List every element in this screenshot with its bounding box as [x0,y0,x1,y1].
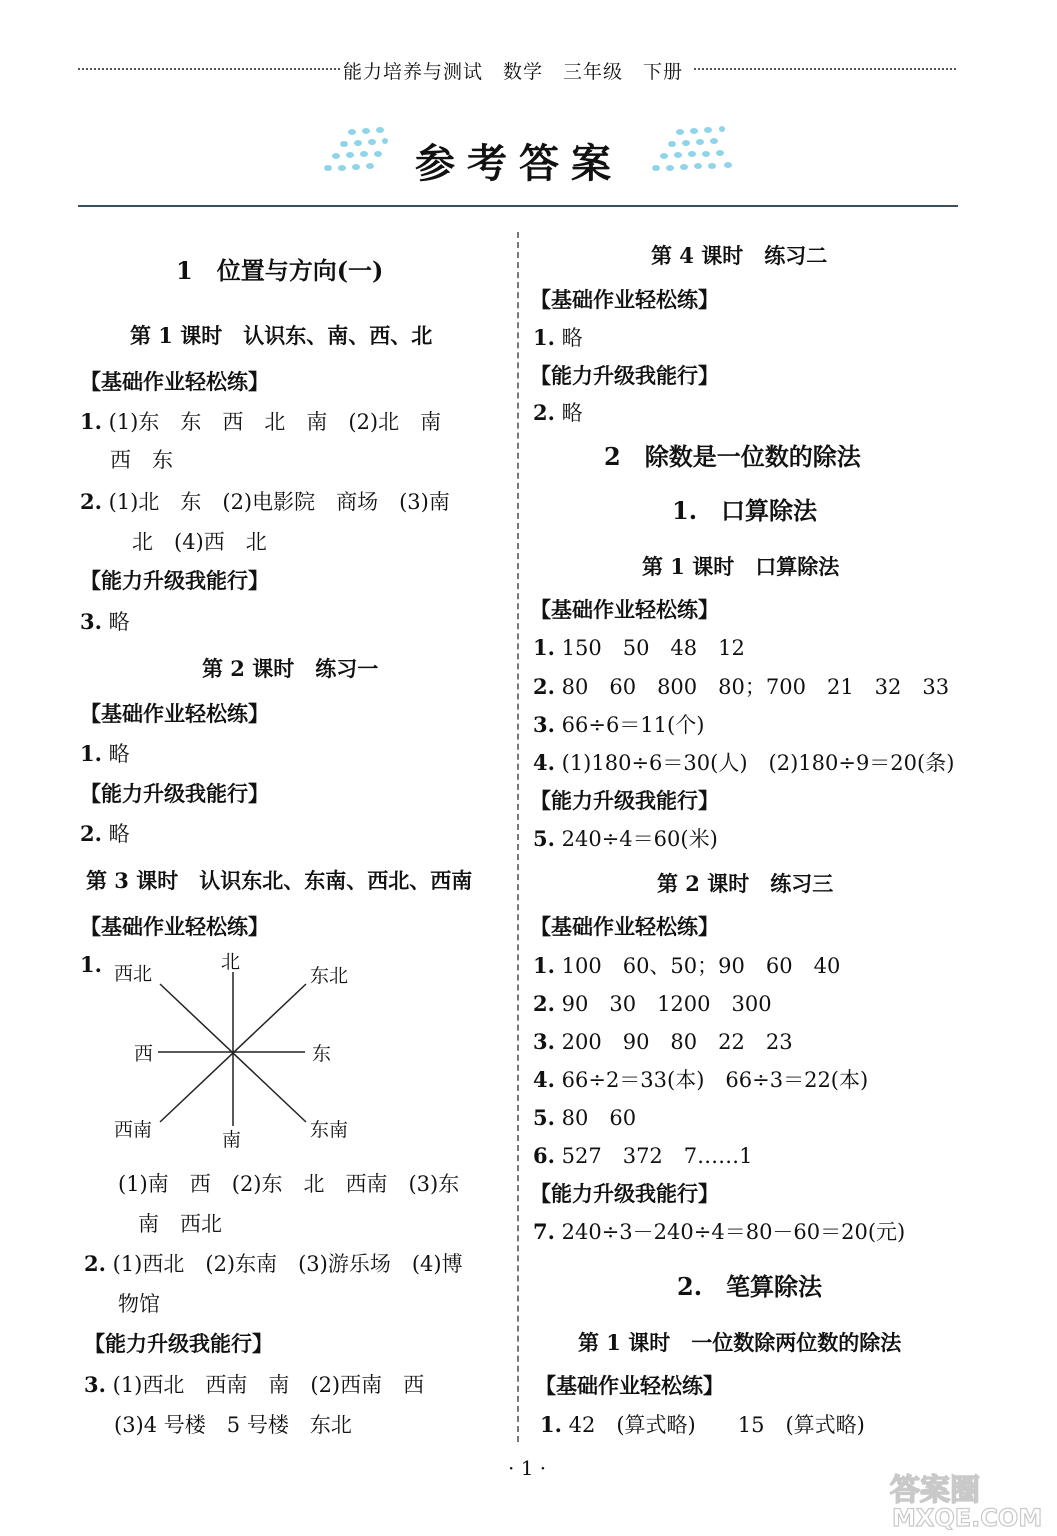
question-number: 1. [533,325,555,350]
answer-line [80,486,450,516]
compass-label-northeast: 东北 [310,965,349,987]
watermark-url: MXQE.COM [892,1504,1043,1530]
answer-text: 90 30 1200 300 [561,992,772,1016]
answer-text: (1)北 东 (2)电影院 商场 (3)南 [108,490,450,514]
watermark-logo [880,1468,1050,1530]
answer-line [533,397,583,427]
answer-line-continued: 物馆 [118,1292,160,1316]
column-divider [517,232,519,1442]
question-number: 2. [533,674,555,699]
question-number: 2. [80,489,102,514]
answer-text: 240÷3－240÷4＝80－60＝20(元) [561,1220,906,1244]
category-label: 【基础作业轻松练】 [530,287,719,312]
question-number: 3. [84,1372,106,1397]
answer-line [533,823,718,853]
lesson-heading: 第 1 课时 认识东、南、西、北 [130,323,433,348]
running-title: 能力培养与测试 数学 三年级 下册 [343,61,684,83]
question-number: 7. [533,1219,555,1244]
answer-text: 150 50 48 12 [561,636,745,660]
question-number: 1. [533,953,555,978]
answer-text: 100 60、50；90 60 40 [561,954,841,978]
category-label: 【能力升级我能行】 [530,1181,719,1206]
answer-text: (1)东 东 西 北 南 (2)北 南 [108,410,442,434]
answer-line [80,606,130,636]
answer-line [533,988,772,1018]
category-label: 【基础作业轻松练】 [530,914,719,939]
category-label: 【能力升级我能行】 [530,363,719,388]
lesson-heading: 第 1 课时 一位数除两位数的除法 [578,1330,902,1355]
compass-diagram [100,946,360,1152]
answer-line [533,1064,868,1094]
section-heading: 2. 笔算除法 [677,1272,823,1301]
chapter-heading: 2 除数是一位数的除法 [604,442,861,471]
category-label: 【能力升级我能行】 [80,781,269,806]
section-heading: 1. 口算除法 [672,496,818,525]
answer-line [533,1140,753,1170]
compass-label-east: 东 [312,1043,332,1065]
answer-line [533,322,583,352]
answer-line [533,632,745,662]
answer-text: 200 90 80 22 23 [561,1030,793,1054]
answer-text: 80 60 800 80；700 21 32 33 [561,675,950,699]
answer-line [80,818,130,848]
question-number: 3. [533,1029,555,1054]
header-dotted-rule-left [78,68,340,70]
lesson-heading: 第 1 课时 口算除法 [642,554,840,579]
answer-line [533,1102,636,1132]
category-label: 【基础作业轻松练】 [80,914,269,939]
watermark-text: 答案圈 [890,1473,980,1508]
category-label: 【能力升级我能行】 [84,1331,273,1356]
chapter-heading: 1 位置与方向(一) [176,256,384,285]
question-number: 2. [533,991,555,1016]
answer-text: 527 372 7……1 [561,1144,753,1168]
question-number: 3. [533,712,555,737]
answer-line [533,950,840,980]
answer-line [533,709,704,739]
answer-text: 66÷2＝33(本) 66÷3＝22(本) [561,1068,869,1092]
question-number: 2. [533,400,555,425]
answer-text: 略 [108,610,130,634]
lesson-heading: 第 2 课时 练习三 [657,871,834,896]
compass-label-west: 西 [134,1043,154,1065]
answer-text: 略 [108,742,130,766]
lesson-heading: 第 2 课时 练习一 [202,656,379,681]
answer-text: (1)西北 西南 南 (2)西南 西 [112,1373,425,1397]
answer-line [533,671,949,701]
question-number: 4. [533,750,555,775]
answer-line-continued: 南 西北 [138,1212,222,1236]
answer-text: 66÷6＝11(个) [561,713,705,737]
question-number: 1. [80,409,102,434]
answer-line [84,1248,463,1278]
answer-line [533,747,954,777]
title-dots-left-decoration [322,126,390,178]
category-label: 【基础作业轻松练】 [80,701,269,726]
answer-line [84,1369,424,1399]
compass-label-northwest: 西北 [114,963,153,985]
answer-line [80,406,441,436]
answer-text: 80 60 [561,1106,637,1130]
category-label: 【基础作业轻松练】 [530,597,719,622]
answer-text: 略 [561,326,583,350]
question-number: 2. [80,821,102,846]
answer-line-continued: 北 (4)西 北 [132,530,267,554]
title-rule [78,205,958,207]
page-number: · 1 · [508,1456,547,1480]
answer-text: 42 (算式略) 15 (算式略) [568,1413,865,1437]
answer-line-continued: (3)4 号楼 5 号楼 东北 [114,1413,352,1437]
answer-line [533,1216,905,1246]
question-number: 5. [533,826,555,851]
answer-text: (1)西北 (2)东南 (3)游乐场 (4)博 [112,1252,463,1276]
question-number: 3. [80,609,102,634]
answer-line [80,738,130,768]
compass-label-north: 北 [221,951,241,973]
question-number [80,952,102,977]
question-number: 5. [533,1105,555,1130]
question-number: 2. [84,1251,106,1276]
answer-line-continued: 西 东 [110,448,173,472]
question-number: 4. [533,1067,555,1092]
question-number: 1. [540,1412,562,1437]
lesson-heading: 第 4 课时 练习二 [651,243,828,268]
answer-line: (1)南 西 (2)东 北 西南 (3)东 [118,1172,460,1196]
title-dots-right-decoration [648,126,738,178]
question-number: 1. [533,635,555,660]
answer-line [540,1409,865,1439]
category-label: 【能力升级我能行】 [80,568,269,593]
question-number-text: 1. [80,952,102,977]
category-label: 【能力升级我能行】 [530,788,719,813]
answer-line [533,1026,793,1056]
compass-label-southeast: 东南 [310,1119,349,1141]
answer-text: 240÷4＝60(米) [561,827,718,851]
question-number: 6. [533,1143,555,1168]
lesson-heading: 第 3 课时 认识东北、东南、西北、西南 [86,868,473,893]
header-dotted-rule-right [694,68,956,70]
answer-text: 略 [561,401,583,425]
compass-label-south: 南 [222,1129,242,1151]
question-number: 1. [80,741,102,766]
category-label: 【基础作业轻松练】 [80,369,269,394]
answer-text: 略 [108,822,130,846]
answer-text: (1)180÷6＝30(人) (2)180÷9＝20(条) [561,751,955,775]
compass-label-southwest: 西南 [114,1119,153,1141]
category-label: 【基础作业轻松练】 [535,1373,724,1398]
page-title: 参考答案 [415,140,623,187]
